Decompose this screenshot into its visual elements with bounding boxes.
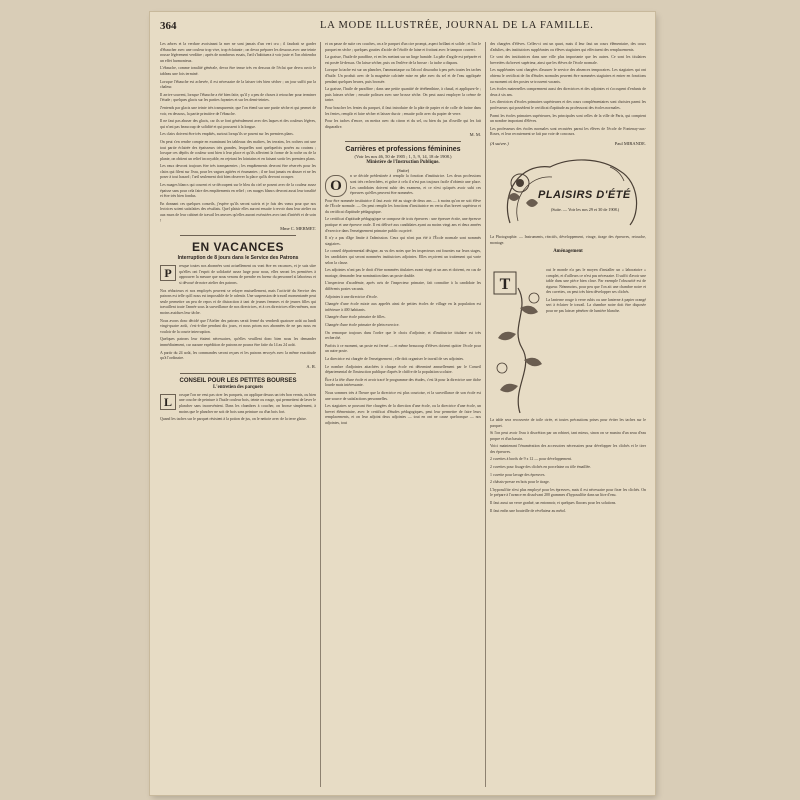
plaisirs-header-block bbox=[490, 153, 646, 268]
paragraph: La directrice est chargée de l'enseignement ; elle doit organiser le travail de ses adjointes. bbox=[325, 356, 464, 361]
paragraph: On remarque toujours dans l'ordre que le choix d'adjointe, et d'institutrice titulaire est très recherché. bbox=[325, 330, 481, 341]
continuation-note: (A suivre.) bbox=[490, 140, 509, 146]
section-title-carrieres: Carrières et professions féminines bbox=[345, 146, 461, 154]
paragraph: Il ne faut pas abuser des glacis, car ils se font généralement avec des laques et des couleurs légères, qui n'ont pas beaucoup de solidité et qui poussent à la longue. bbox=[160, 119, 316, 129]
floral-ornament-icon bbox=[490, 268, 546, 418]
paragraph: Parmi les écoles primaires supérieures, les principales sont celles de la ville de Paris, qui comptent un nombre important d'élèves. bbox=[490, 113, 646, 124]
paragraph: Les directrices d'écoles primaires supérieures et des cours complémentaires sont choisies parmi les professeurs qui possèdent le certificat d'aptitude au professorat des écoles normales. bbox=[490, 100, 646, 110]
paragraph: Les nuages blancs qui courent et se découpent sur le bleu du ciel se posent avec de la couleur assez épaisse sans pour cela faire des empâtements en relief ; ces nuages blancs devront aussi leur tonalité et être très bien fondus. bbox=[160, 183, 316, 199]
drop-cap-ornate bbox=[325, 175, 347, 197]
paragraph: n se décide prédestinée à remplir la fonction d'institutrice. Les deux professions sont très recherchées, et grâce à cela il n'est pas toujours facile d'obtenir une place. Les candidates doivent subir des examens, et ce n'est qu'après avoir subi ces épreuves qu'elles peuvent être nommées. bbox=[350, 174, 481, 196]
paragraph: 2 châssis-presse en bois pour le tirage. bbox=[490, 480, 550, 485]
paragraph: Changée d'une école primaire de filles. bbox=[325, 315, 386, 320]
section-title-plaisirs: PLAISIRS D'ÉTÉ bbox=[538, 188, 631, 201]
signature: Paul MIRANDE. bbox=[614, 140, 646, 146]
paragraph: resque toutes nos abonnées sont actuellement ou vont être en vacances, et je suis sûre qu'elles ont l'esprit de solidarité assez large pour nous, elles seront les premières à approuver la mesure que nous venons de prendre en faveur du personnel si laborieux et si dévoué de notre atelier des patrons. bbox=[179, 264, 316, 285]
drop-cap-letter: T bbox=[499, 275, 511, 293]
paragraph: Pour être nommée institutrice il faut avoir été au stage de deux ans — à moins qu'on ne soit élève de l'École normale. — On peut remplir les fonctions d'institutrice en vertu d'un brevet supérieur et du certificat d'aptitude pédagogique. bbox=[325, 198, 481, 214]
paragraph: Il n'y a pas d'âge limite à l'admission. Ceux qui n'ont pas été à l'École normale sont nommés stagiaires. bbox=[325, 236, 481, 246]
drop-cap-letter: P bbox=[164, 266, 172, 281]
paragraph: Les arbres et la verdure avoisinant la mer ne sont jamais d'un vert cru ; il faudrait se garder d'ébaucher avec une couleur trop vive, trop éclatante ; on devra préparer les dessous avec une teinte rousse légèrement verdâtre ; après de nombreux essais, l'œil s'habituera à voir juste et l'on obtiendra un effet harmonieux. bbox=[160, 42, 316, 63]
drop-cap-letter: L bbox=[163, 394, 172, 409]
paragraph: Être à la tête d'une école et avoir tracé le programme des études, c'est là pour la directrice une tâche lourde mais intéressante. bbox=[325, 377, 481, 388]
paragraph: Il arrive souvent, lorsque l'ébauche a été bien faite, qu'il y a peu de choses à retoucher pour terminer l'étude ; quelques glacis sur les parties fuyantes et sur les demi-teintes. bbox=[160, 92, 316, 103]
paragraph: On peut s'en rendre compte en examinant les tableaux des maîtres, les terrains, les rochers ont une tout partie éclairée des épaisseurs très grandes, lesquelles sont quelquefois posées au couteau ; lorsque ces dépôts de couleur sont bien à leur place et qu'ils affectent la forme de la roche ou de la plante, on obtient un relief incroyable, en rejetant les lointains et en faisant sortir les premiers plans. bbox=[160, 139, 316, 161]
signature: Mme C. MERMET. bbox=[280, 226, 316, 232]
section-summary: La Photographie. — Instruments, réactifs, développement, virage, tirage des épreuves, retouche, montage. bbox=[490, 234, 646, 245]
paragraph: out le monde n'a pas le moyen d'installer un « laboratoire » complet, et d'ailleurs ce n'est pas nécessaire. Il suffit d'avoir une table dans une pièce bien close. Par exemple l'obscurité est de rigueur. Néanmoins, pour peu que l'on ait une chambre noire et des cuvettes, on peut très bien développer ses clichés. bbox=[546, 267, 646, 295]
paragraph: 2 cuvettes pour fixage des clichés en porcelaine ou tôle émaillée. bbox=[490, 465, 592, 470]
paragraph: Parfois à ce moment, un poste est fermé — et même beaucoup d'élèves doivent quitter l'école pour un autre poste. bbox=[325, 343, 481, 354]
paragraph: Le conseil départemental désigne, au vu des notes que les inspecteurs ont fournies sur leurs stages, les candidates qui seront nommées institutrices adjointes. Elles reçoivent un traitement qui varie selon la classe. bbox=[325, 249, 481, 265]
paragraph: et on passe de suite ces couches, on a le parquet d'un cire prompt, aspect brillant et solide ; et l'on le parquet en sèche ; quelques gouttes d'acide de l'étoffe de laine et frottant avec le tampon couvert. bbox=[325, 42, 481, 52]
paragraph: Quand les taches sur le parquet résistent à la potion de jus, on le nettoie avec de la terre glaise. bbox=[160, 417, 307, 422]
section-reference: (Suite. — Voir les nos 29 et 30 de 1908.) bbox=[550, 206, 620, 212]
paragraph: Les eaux devront toujours être très transparentes ; les empâtements devront être réservés pour les clairs qui filent sur l'eau, pour les vagues agitées et écumantes ; il ne faut jamais en abuser et ne les poser à tout hasard ; l'œil seulement doit bien observer la place qu'ils devront occuper. bbox=[160, 164, 316, 180]
paragraph: Changée d'une école primaire de plein exercice. bbox=[325, 322, 400, 327]
paragraph: Les suppléantes sont chargées d'assurer le service des absences temporaires. Les stagiaires qui ont obtenu le certificat de fin d'études normales peuvent être nommées stagiaires et entrer en fonctions au moment où des postes se trouvent vacants. bbox=[490, 68, 646, 84]
paragraph: En donnant ces quelques conseils, j'espère qu'ils seront suivis et je fais des vœux pour que nos lectrices soient satisfaites des résultats. Quel plaisir elles auront ensuite à revoir dans leur atelier ou aux murs de leur cabinet de travail les œuvres qu'elles auront exécutées avec tant d'intérêt et de soin ! bbox=[160, 201, 316, 223]
running-title: LA MODE ILLUSTRÉE, JOURNAL DE LA FAMILLE. bbox=[320, 20, 594, 31]
column-1 bbox=[160, 42, 316, 425]
section-subtitle: Aménagement bbox=[553, 248, 583, 254]
paragraph: Nous avons donc décidé que l'Atelier des patrons serait fermé du vendredi quatorze août au lundi vingt-quatre août, c'est-à-dire pendant dix jours, et nous prions nos abonnées de ne pas nous en vouloir de la courte interruption. bbox=[160, 318, 316, 334]
paragraph: Changée d'une école mixte aux appelés ainsi de petites écoles de village en la population est inférieure à 400 habitants. bbox=[325, 302, 481, 312]
section-subtitle: Interruption de 8 jours dans le Service des Patrons bbox=[177, 255, 299, 262]
paragraph: Nous sommes très à l'heure que la directrice est plus courtoise, et la surveillance de son école est une source de satisfactions personnelles. bbox=[325, 390, 481, 401]
paragraph: A partir du 24 août, les commandes seront reçues et les patrons envoyés avec la même exactitude qu'à l'ordinaire. bbox=[160, 350, 316, 361]
paragraph: Pour les taches d'encre, on mettra avec du citron et du sel, ou bien du jus d'oseille qui les fait disparaître. bbox=[325, 119, 481, 129]
section-reference: (Voir les nos 46, 50 de 1905 ; 1, 5, 9, 14, 18 de 1908.) bbox=[354, 154, 452, 160]
floral-illustration-block bbox=[490, 268, 646, 418]
paragraph: Si l'on peut avoir l'eau à discrétion par un robinet, tant mieux, sinon on se munira d'un seau d'eau propre et d'un bassin. bbox=[490, 431, 646, 441]
paragraph: Le certificat d'aptitude pédagogique se compose de trois épreuves : une épreuve écrite, une épreuve pratique et une épreuve orale. Il est délivré aux candidates ayant au moins vingt ans et deux années d'exercice dans l'enseignement primaire public ou privé. bbox=[325, 217, 481, 233]
paragraph: Ce sont des institutrices dans une ville plus importante que les autres. Ce sont les titulaires brevetées du brevet supérieur, ainsi que les élèves de l'école normale. bbox=[490, 55, 646, 65]
section-title-vacances: EN VACANCES bbox=[192, 240, 284, 255]
floral-side-text bbox=[546, 268, 646, 317]
section-suite: (Suite) bbox=[396, 168, 410, 174]
paragraph: Adjointes à une directrice d'école. bbox=[325, 294, 378, 299]
paragraph: L'inspecteur d'académie, après avis de l'inspecteur primaire, fait connaître à la candidate les différents postes vacants. bbox=[325, 281, 481, 291]
paragraph: Pour boucher les fentes du parquet, il faut introduire de la pâte de papier et de colle de farine dans les fentes, remplir et faire sécher et laisser durcir ; ensuite polir avec du papier de verre. bbox=[325, 105, 481, 116]
paragraph: 1 cuvette pour lavage des épreuves. bbox=[490, 472, 546, 477]
paragraph: Lorsque la tache est sur un plancher, l'ammoniaque ou l'alcool dissoudra à peu près toutes les taches d'huile. Un produit avec de la magnésie calcinée mise en pâte avec du sel et de l'eau appliquée pendant quelques heures, puis brossée. bbox=[325, 68, 481, 84]
signature: M. M. bbox=[469, 132, 481, 138]
paragraph: L'hyposulfite n'est plus employé pour les épreuves, mais il est nécessaire pour fixer les clichés. On le prépare à l'avance en dissolvant 200 grammes d'hyposulfite dans un litre d'eau. bbox=[490, 487, 646, 498]
paragraph: orsque l'on ne veut pas cirer les parquets, on applique dessus un très bon vernis, ou bien une couche de peinture à l'huile couleur bois, teinte ou rouge, qui permettent de laver le plancher sans inconvénient. Dans les chambres à coucher, on brosse simplement, à moins que le plancher ne soit de bois sans peinture ou d'un bois fort. bbox=[179, 392, 316, 414]
paragraph: La graisse, l'huile de paraffine, et en les mettant sur un linge humide. La pâte d'argile est préparée et est posée là-dessus. On laisse sécher, puis on l'enlève de la brosse : la tache a disparu. bbox=[325, 55, 481, 65]
paragraph: Il faut enfin une bouteille de révélateur au métol. bbox=[490, 508, 567, 513]
separator bbox=[345, 141, 461, 142]
page-header bbox=[150, 12, 655, 44]
paragraph: La lanterne rouge à verre rubis ou une lanterne à papier orangé sert à éclairer le travail. La chambre noire doit être disposée pour ne pas laisser pénétrer de lumière blanche. bbox=[546, 297, 646, 314]
separator bbox=[180, 235, 296, 236]
column-3 bbox=[490, 42, 646, 516]
paragraph: Le nombre d'adjointes attachées à chaque école est déterminé annuellement par le Conseil départemental de l'instruction publique d'après le chiffre de la population scolaire. bbox=[325, 364, 481, 375]
paragraph: Les adjointes n'ont pas le droit d'être nommées titulaires avant vingt et un ans et doivent, en cas de mariage, demander leur nomination dans un poste double. bbox=[325, 268, 481, 278]
paragraph: Quelques patrons leur étaient nécessaires, qu'elles veuillent donc bien nous les demander immédiatement, car aucune expédition de patrons ne pourra être faite du 14 au 24 août. bbox=[160, 337, 316, 347]
drop-cap bbox=[160, 394, 176, 410]
paragraph: Il faut aussi un verre gradué, un entonnoir, et quelques flacons pour les solutions. bbox=[490, 501, 617, 506]
paragraph: Les stagiaires se pouvant être chargées de la direction d'une école, ou la directrice d'une école, un brevet élémentaire, avec le certificat d'études pédagogiques, peut leur permettre de faire leurs remplacements, et on leur adjoint deux adjointes — tout en ont ne cause quelconque — nos adjointes, tout bbox=[325, 404, 481, 425]
drop-cap-letter: O bbox=[330, 178, 342, 195]
newspaper-page bbox=[150, 12, 655, 795]
paragraph: L'ébauche, comme tonalité générale, devra être tenue très en dessous de l'éclat que devra avoir le tableau une fois terminé. bbox=[160, 66, 316, 76]
paragraph: Les professeurs des écoles normales sont recrutées parmi les élèves de l'école de Fontenay-aux-Roses, et leur recrutement se fait par voie de concours. bbox=[490, 126, 646, 137]
column-rule-2 bbox=[485, 42, 486, 787]
paragraph: Nos rédacteurs et nos employés peuvent se relayer mutuellement, mais l'activité du Service des patrons est telle qu'il nous est impossible de le ralentir. Une suspension de travail momentanée peut seule permettre un peu de repos et de distraction à tant de jeunes femmes et de jeunes filles qui travaillent toute l'année sous la surveillance de nos directrices, et à ces directrices elles-mêmes, non moins assidues leur tâche. bbox=[160, 288, 316, 315]
page-number: 364 bbox=[160, 20, 177, 32]
section-subtitle: Ministère de l'Instruction Publique. bbox=[366, 160, 440, 166]
paragraph: Les clairs doivent être très empâtés, surtout lorsqu'ils se posent sur les premiers plans. bbox=[160, 132, 294, 137]
paragraph: 2 cuvettes à bords de 9 x 12 — pour développement. bbox=[490, 457, 573, 462]
paragraph: La table sera recouverte de toile cirée, et toutes précautions prises pour éviter les taches sur le parquet. bbox=[490, 417, 646, 428]
paragraph: J'entends par glacis une teinte très transparente, que l'on étend sur une partie sèche et qui permet de voir, en dessous, la partie primitive de l'ébauche. bbox=[160, 105, 316, 116]
column-rule-1 bbox=[320, 42, 321, 787]
signature: A. R. bbox=[306, 363, 316, 369]
paragraph: La graisse, l'huile de paraffine ; dans une petite quantité de térébenthine, à chaud, et appliquez-le ; puis laissez sécher ; ensuite polissez avec une brosse sèche. On peut aussi employer la crème de tartre. bbox=[325, 87, 481, 103]
drop-cap bbox=[160, 265, 176, 281]
paragraph: Lorsque l'ébauche est achevée, il est nécessaire de la laisser très bien sécher ; un jour suffit par la chaleur. bbox=[160, 79, 316, 90]
section-subtitle: L'entretien des parquets bbox=[213, 384, 263, 390]
article-footer bbox=[490, 140, 646, 150]
paragraph: Voici maintenant l'énumération des accessoires nécessaires pour développer les clichés et le tirer des épreuves. bbox=[490, 444, 646, 454]
separator bbox=[180, 373, 296, 374]
section-title-conseil: CONSEIL POUR LES PETITES BOURSES bbox=[179, 377, 297, 384]
column-2 bbox=[325, 42, 481, 428]
paragraph: Les écoles maternelles comprennent aussi des directrices et des adjointes et s'occupent d'enfants de deux à six ans. bbox=[490, 87, 646, 97]
paragraph: des chargées d'élèves. Celles-ci ont un quart, mais il leur faut un cours élémentaire, des cours d'adultes, des institutrices suppléantes ou élèves stagiaires qui effectuent des remplacements. bbox=[490, 42, 646, 52]
